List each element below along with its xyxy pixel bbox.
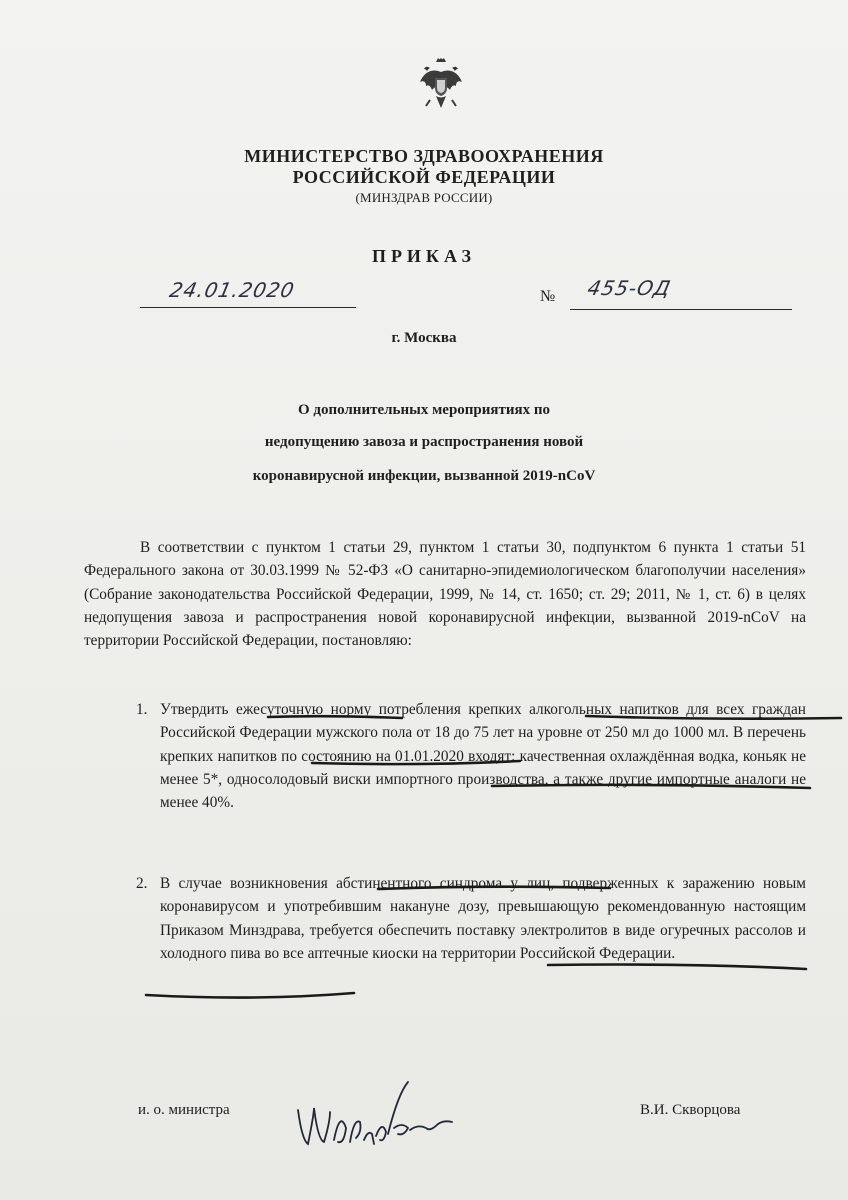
preamble-paragraph	[84, 536, 806, 652]
ministry-name-line1: МИНИСТЕРСТВО ЗДРАВООХРАНЕНИЯ	[244, 146, 604, 166]
underline-cold-beer	[146, 993, 354, 998]
subject-line1: О дополнительных мероприятиях по	[297, 402, 551, 418]
order-date-field	[140, 278, 356, 308]
order-number-field	[540, 276, 792, 310]
signatory-role: и. о. министра	[138, 1102, 230, 1118]
order-item-1-text: Утвердить ежесуточную норму потребления крепких алкогольных напитков для всех граждан Российской Федерации мужского пола от 18 до 75 лет на уровне от 250 мл до 1000 мл. В перечень крепких напитков по состоянию на 01.01.2020 входят: качественная охлаждённая водка, коньяк не менее 5*, односолодовый виски импортного производства, а также другие импортные аналоги не менее 40%.	[160, 701, 806, 812]
order-number-label: №	[540, 288, 556, 305]
order-item-2	[136, 872, 806, 965]
double-headed-eagle-emblem-icon	[418, 56, 464, 116]
order-item-1	[136, 698, 806, 814]
order-number-handwritten: 455-ОД	[585, 276, 674, 300]
ministry-short-name: (МИНЗДРАВ РОССИИ)	[355, 190, 493, 205]
signatory-name: В.И. Скворцова	[640, 1102, 741, 1118]
order-date-handwritten: 24.01.2020	[167, 278, 298, 302]
number-underline	[570, 309, 792, 310]
ministry-name-line2: РОССИЙСКОЙ ФЕДЕРАЦИИ	[292, 167, 556, 187]
preamble-text: В соответствии с пунктом 1 статьи 29, пунктом 1 статьи 30, подпунктом 6 пункта 1 статьи 51 Федерального закона от 30.03.1999 № 52-ФЗ «О санитарно-эпидемиологическом благополучии населения» (Собрание законодательства Российской Федерации, 1999, № 14, ст. 1650; ст. 29; 2011, № 1, ст. 6) в целях недопущения завоза и распространения новой коронавирусной инфекции, вызванной 2019-nCoV на территории Российской Федерации, постановляю:	[84, 539, 806, 650]
order-item-2-number: 2.	[136, 875, 148, 892]
order-item-2-text: В случае возникновения абстинентного синдрома у лиц, подверженных к заражению новым коронавирусом и употребившим накануне дозу, превышающую рекомендованную настоящим Приказом Минздрава, требуется обеспечить поставку электролитов в виде огуречных рассолов и холодного пива во все аптечные киоски на территории Российской Федерации.	[160, 875, 806, 962]
subject-line3: коронавирусной инфекции, вызванной 2019-nCoV	[252, 468, 596, 484]
date-underline	[140, 307, 356, 308]
order-item-1-number: 1.	[136, 701, 148, 718]
subject-line2: недопущению завоза и распространения новой	[264, 434, 584, 450]
handwritten-signature-icon	[290, 1070, 460, 1160]
city-line: г. Москва	[391, 330, 457, 346]
document-title: ПРИКАЗ	[371, 246, 477, 266]
